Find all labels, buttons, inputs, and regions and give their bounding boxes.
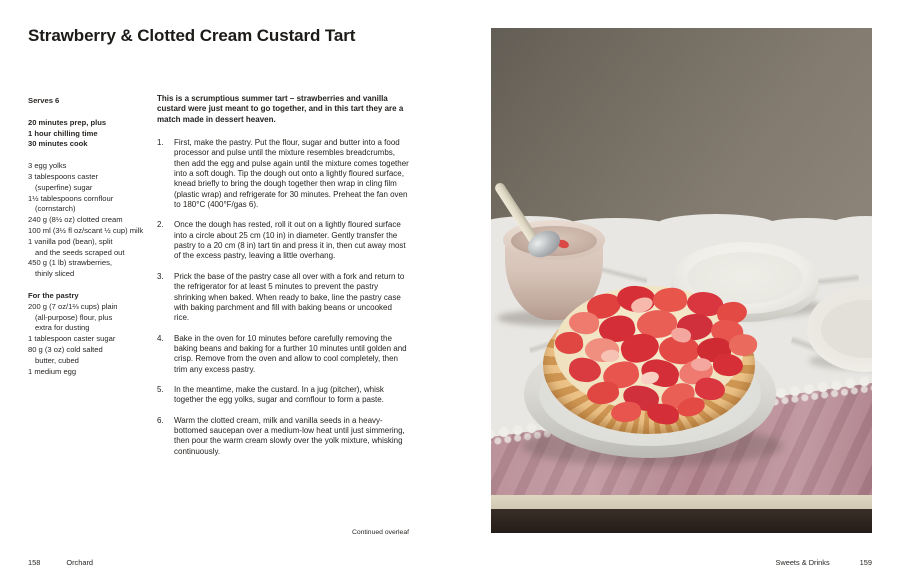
step-number: 4. xyxy=(157,333,164,343)
ingredient-line: (cornstarch) xyxy=(35,204,76,214)
ingredient-line: 1 tablespoon caster sugar xyxy=(28,334,116,344)
ingredient-list xyxy=(28,161,160,280)
section-name-left: Orchard xyxy=(66,558,94,567)
step-text: In the meantime, make the custard. In a jug (pitcher), whisk together the egg yolks, sugar and cornflour to form a paste. xyxy=(174,384,384,405)
method-step xyxy=(157,220,409,261)
step-text: Once the dough has rested, roll it out on a lightly floured surface into a circle about 25 cm (10 in) in diameter. Gently transfer the pastry to a 20 cm (8 in) tart tin and press it in, then cut away most of the excess pastry, leaving a little overhang. xyxy=(174,220,406,261)
step-text: First, make the pastry. Put the flour, sugar and butter into a food processor and pulse until the mixture resembles breadcrumbs, then add the egg and pulse again until the mixture comes together into a soft dough. Tip the dough out onto a lightly floured surface, knead briefly to bring the dough together then wrap in cling film (plastic wrap) and refrigerate for 30 minutes. Preheat the fan oven to 180°C (400°F/gas 6). xyxy=(174,138,409,210)
step-number: 3. xyxy=(157,271,164,281)
continued-note: Continued overleaf xyxy=(351,529,409,536)
method-step xyxy=(157,272,409,324)
step-number: 6. xyxy=(157,415,164,425)
method-steps xyxy=(157,138,409,457)
ingredient-line: 1½ tablespoons cornflour xyxy=(28,193,114,203)
serves-label: Serves 6 xyxy=(28,96,60,105)
strawberry-piece xyxy=(712,352,744,377)
section-name-right: Sweets & Drinks xyxy=(775,558,830,567)
strawberry-topping xyxy=(491,28,872,533)
ingredient-line: 1 vanilla pod (bean), split xyxy=(28,236,113,246)
step-text: Warm the clotted cream, milk and vanilla seeds in a heavy-bottomed saucepan over a medium-low heat until just simmering, then pour the warm cream slowly over the yolk mixture, whisking continuously. xyxy=(174,415,405,456)
strawberry-piece xyxy=(610,400,642,423)
page-number-left: 158 xyxy=(28,558,41,567)
recipe-intro: This is a scrumptious summer tart – strawberries and vanilla custard were just meant to go together, and in this tart they are a match made in dessert heaven. xyxy=(157,94,404,124)
ingredient-line: extra for dusting xyxy=(35,323,90,333)
ingredient-line: 3 tablespoons caster xyxy=(28,171,99,181)
method-step xyxy=(157,334,409,375)
ingredient-line: thinly sliced xyxy=(35,269,75,279)
pastry-heading: For the pastry xyxy=(28,290,79,300)
page-title: Strawberry & Clotted Cream Custard Tart xyxy=(28,26,356,45)
step-number: 5. xyxy=(157,384,164,394)
step-text: Prick the base of the pastry case all over with a fork and return to the refrigerator for at least 5 minutes to prevent the pastry shrinking when baked. When ready to bake, line the pastry case with baking parchment and fill with baking beans or uncooked rice. xyxy=(174,271,405,323)
prep-times xyxy=(28,118,160,150)
ingredient-line: 450 g (1 lb) strawberries, xyxy=(28,258,112,268)
ingredient-line: 200 g (7 oz/1⅔ cups) plain xyxy=(28,301,118,311)
method-column xyxy=(157,94,409,467)
prep-time-line: 20 minutes prep, plus xyxy=(28,117,107,127)
pastry-ingredient-list xyxy=(28,302,160,378)
step-number: 2. xyxy=(157,220,164,230)
ingredient-line: 1 medium egg xyxy=(28,366,77,376)
method-step xyxy=(157,416,409,457)
ingredient-line: and the seeds scraped out xyxy=(35,247,125,257)
page-number-right: 159 xyxy=(859,558,872,567)
footer-right xyxy=(775,558,872,567)
method-step xyxy=(157,385,409,406)
step-number: 1. xyxy=(157,138,164,148)
footer-left xyxy=(28,558,93,567)
ingredient-line: (superfine) sugar xyxy=(35,182,93,192)
tart-photo xyxy=(491,28,872,533)
prep-time-line: 1 hour chilling time xyxy=(28,128,98,138)
ingredient-line: butter, cubed xyxy=(35,355,79,365)
strawberry-piece xyxy=(554,331,584,355)
ingredient-line: 240 g (8½ oz) clotted cream xyxy=(28,215,123,225)
strawberry-piece xyxy=(586,380,621,406)
ingredient-line: 100 ml (3½ fl oz/scant ½ cup) milk xyxy=(28,225,144,235)
ingredient-line: (all-purpose) flour, plus xyxy=(35,312,113,322)
ingredient-line: 3 egg yolks xyxy=(28,161,67,171)
method-step xyxy=(157,138,409,210)
ingredient-line: 80 g (3 oz) cold salted xyxy=(28,344,103,354)
step-text: Bake in the oven for 10 minutes before carefully removing the baking beans and baking for a further 10 minutes until golden and crisp. Remove from the oven and allow to cool completely, then trim any excess pastry. xyxy=(174,333,407,374)
recipe-meta-column xyxy=(28,96,160,377)
prep-time-line: 30 minutes cook xyxy=(28,139,88,149)
